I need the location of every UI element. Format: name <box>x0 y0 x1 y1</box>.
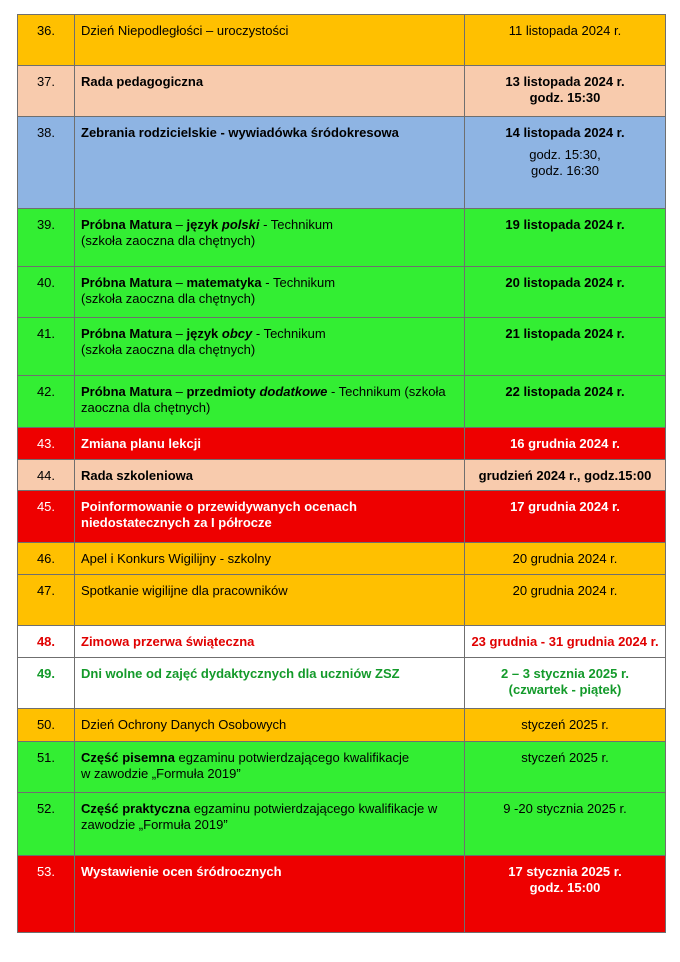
event-date: 9 -20 stycznia 2025 r. <box>465 793 666 856</box>
row-number: 44. <box>18 460 75 491</box>
event-date-line: 17 stycznia 2025 r. <box>508 864 622 879</box>
row-number: 47. <box>18 575 75 626</box>
event-date: 20 listopada 2024 r. <box>465 267 666 318</box>
event-date: 20 grudnia 2024 r. <box>465 543 666 575</box>
event-date <box>465 66 666 117</box>
event-date: styczeń 2025 r. <box>465 709 666 742</box>
event-date: 21 listopada 2024 r. <box>465 318 666 376</box>
event-name-bold: Próbna Matura <box>81 326 173 341</box>
event-date: 19 listopada 2024 r. <box>465 209 666 267</box>
event-name: Zimowa przerwa świąteczna <box>75 626 465 658</box>
table-row <box>18 209 666 267</box>
event-name-dash: – <box>172 217 187 232</box>
event-name-note: w zawodzie „Formuła 2019” <box>81 766 241 781</box>
event-name-rest: egzaminu potwierdzającego kwalifikacje w <box>190 801 438 816</box>
event-date: 23 grudnia - 31 grudnia 2024 r. <box>465 626 666 658</box>
event-name-bold: Część praktyczna <box>81 801 191 816</box>
table-row <box>18 709 666 742</box>
event-name-subject: język <box>186 326 222 341</box>
schedule-table <box>17 14 666 933</box>
event-name-note: (szkoła zaoczna dla chętnych) <box>81 291 256 306</box>
event-date <box>465 856 666 933</box>
event-name-subject: język <box>186 217 222 232</box>
row-number: 46. <box>18 543 75 575</box>
event-name-subject-italic: dodatkowe <box>259 384 328 399</box>
table-row <box>18 793 666 856</box>
table-row <box>18 376 666 428</box>
event-name: Rada pedagogiczna <box>75 66 465 117</box>
table-row <box>18 856 666 933</box>
event-name: Dni wolne od zajęć dydaktycznych dla uczniów ZSZ <box>75 658 465 709</box>
event-name-dash: – <box>172 384 187 399</box>
row-number: 49. <box>18 658 75 709</box>
event-name-dash: – <box>172 275 187 290</box>
row-number: 38. <box>18 117 75 209</box>
event-date: 20 grudnia 2024 r. <box>465 575 666 626</box>
event-date <box>465 658 666 709</box>
event-name <box>75 267 465 318</box>
row-number: 41. <box>18 318 75 376</box>
event-date: styczeń 2025 r. <box>465 742 666 793</box>
event-time-line: godz. 15:00 <box>529 880 601 895</box>
table-row <box>18 491 666 543</box>
event-name: Apel i Konkurs Wigilijny - szkolny <box>75 543 465 575</box>
table-row <box>18 117 666 209</box>
row-number: 39. <box>18 209 75 267</box>
event-name: Rada szkoleniowa <box>75 460 465 491</box>
row-number: 51. <box>18 742 75 793</box>
event-name: Wystawienie ocen śródrocznych <box>75 856 465 933</box>
table-row <box>18 318 666 376</box>
table-row <box>18 658 666 709</box>
event-name: Dzień Niepodległości – uroczystości <box>75 15 465 66</box>
event-name-bold: Próbna Matura <box>81 384 173 399</box>
event-name-rest: - Technikum (szkoła <box>327 384 446 399</box>
table-row <box>18 267 666 318</box>
row-number: 40. <box>18 267 75 318</box>
table-row <box>18 66 666 117</box>
table-row <box>18 626 666 658</box>
event-name-note: (szkoła zaoczna dla chętnych) <box>81 233 256 248</box>
event-time-line: godz. 15:30, <box>529 147 601 162</box>
event-name-note: zaoczna dla chętnych) <box>81 400 211 415</box>
event-name-rest: - Technikum <box>259 217 333 232</box>
event-name-subject-italic: obcy <box>221 326 253 341</box>
event-weekday-line: (czwartek - piątek) <box>508 682 622 697</box>
table-row <box>18 742 666 793</box>
event-name-dash: – <box>172 326 187 341</box>
event-name-bold: Próbna Matura <box>81 217 173 232</box>
event-name-bold: Próbna Matura <box>81 275 173 290</box>
row-number: 52. <box>18 793 75 856</box>
table-row <box>18 428 666 460</box>
table-row <box>18 575 666 626</box>
event-time-line: godz. 16:30 <box>531 163 599 178</box>
event-name-note: (szkoła zaoczna dla chętnych) <box>81 342 256 357</box>
event-name: Dzień Ochrony Danych Osobowych <box>75 709 465 742</box>
event-name-bold: Część pisemna <box>81 750 175 765</box>
event-name <box>75 491 465 543</box>
event-name <box>75 793 465 856</box>
event-date: 22 listopada 2024 r. <box>465 376 666 428</box>
event-date: 11 listopada 2024 r. <box>465 15 666 66</box>
event-name-rest: - Technikum <box>252 326 326 341</box>
event-name-subject-italic: polski <box>221 217 260 232</box>
row-number: 43. <box>18 428 75 460</box>
row-number: 53. <box>18 856 75 933</box>
event-date: 16 grudnia 2024 r. <box>465 428 666 460</box>
event-name-note: zawodzie „Formuła 2019” <box>81 817 228 832</box>
event-name <box>75 318 465 376</box>
event-date-line: 13 listopada 2024 r. <box>505 74 625 89</box>
row-number: 45. <box>18 491 75 543</box>
event-name <box>75 376 465 428</box>
row-number: 37. <box>18 66 75 117</box>
table-row <box>18 15 666 66</box>
row-number: 36. <box>18 15 75 66</box>
row-number: 48. <box>18 626 75 658</box>
row-number: 50. <box>18 709 75 742</box>
table-row <box>18 460 666 491</box>
event-date-line: 2 – 3 stycznia 2025 r. <box>501 666 629 681</box>
row-number: 42. <box>18 376 75 428</box>
event-name: Zmiana planu lekcji <box>75 428 465 460</box>
table-row <box>18 543 666 575</box>
event-date-line: 14 listopada 2024 r. <box>505 125 625 140</box>
event-name <box>75 209 465 267</box>
event-name-rest: egzaminu potwierdzającego kwalifikacje <box>174 750 410 765</box>
event-name: Zebrania rodzicielskie - wywiadówka śródokresowa <box>75 117 465 209</box>
event-name: Spotkanie wigilijne dla pracowników <box>75 575 465 626</box>
event-name-rest: - Technikum <box>261 275 336 290</box>
event-date <box>465 117 666 209</box>
event-name-subject: przedmioty <box>186 384 260 399</box>
event-date: 17 grudnia 2024 r. <box>465 491 666 543</box>
event-name-line: Poinformowanie o przewidywanych ocenach <box>81 499 357 514</box>
event-time-line: godz. 15:30 <box>529 90 601 105</box>
event-date: grudzień 2024 r., godz.15:00 <box>465 460 666 491</box>
event-name-subject: matematyka <box>186 275 262 290</box>
event-name-line: niedostatecznych za I półrocze <box>81 515 272 530</box>
event-name <box>75 742 465 793</box>
